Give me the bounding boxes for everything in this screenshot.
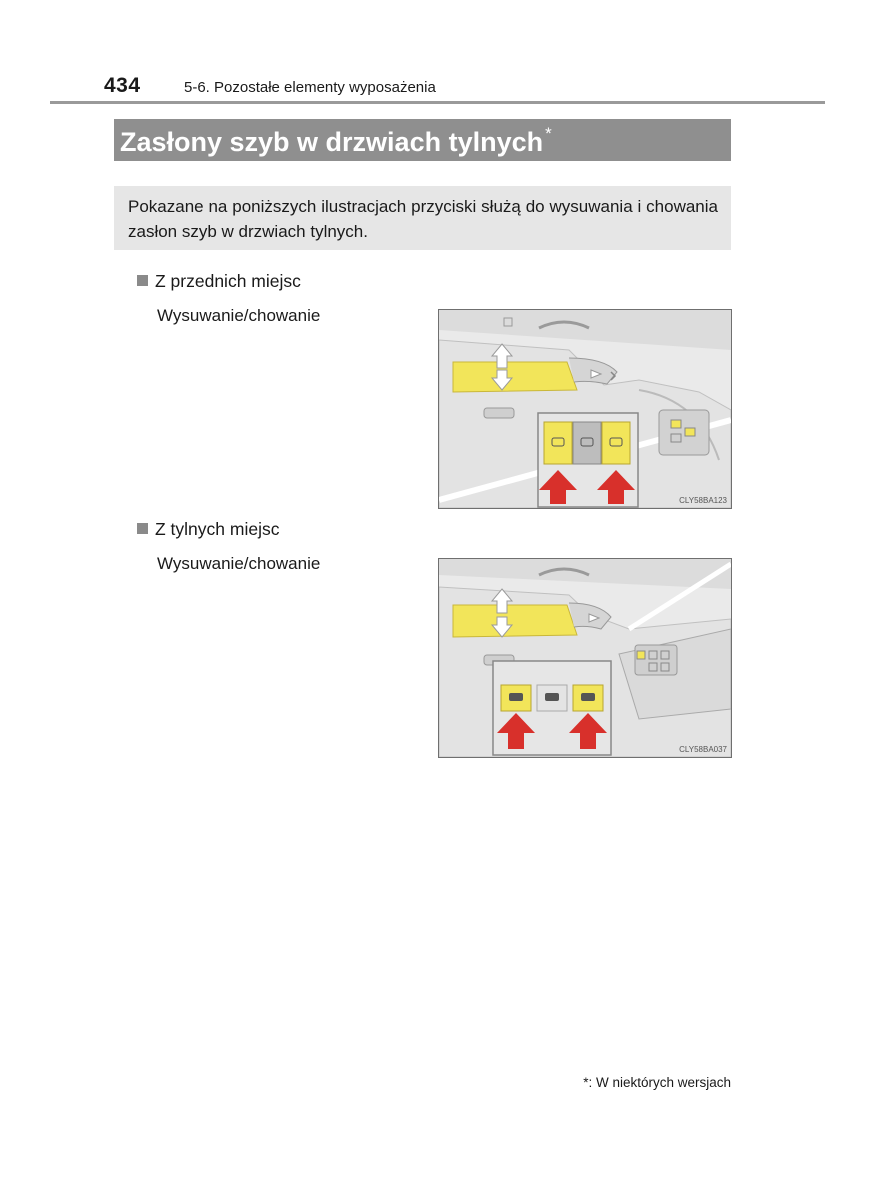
sub-heading-rear-text: Z tylnych miejsc bbox=[155, 519, 280, 539]
shade-button-middle bbox=[573, 422, 601, 464]
shade-button-right bbox=[602, 422, 630, 464]
page-title bbox=[120, 124, 552, 158]
sub-heading-front-text: Z przednich miejsc bbox=[155, 271, 301, 291]
rear-seats-illustration bbox=[439, 559, 731, 757]
shade-button-left bbox=[544, 422, 572, 464]
intro-box bbox=[114, 186, 731, 250]
section-label: 5-6. Pozostałe elementy wyposażenia bbox=[184, 79, 436, 96]
sub-heading-rear bbox=[137, 519, 279, 540]
footnote: *: W niektórych wersjach bbox=[583, 1075, 731, 1090]
header-rule bbox=[50, 101, 825, 104]
figure-rear-seats bbox=[438, 558, 732, 758]
caption-rear: Wysuwanie/chowanie bbox=[157, 554, 321, 573]
figure-front-seats bbox=[438, 309, 732, 509]
figure-code-front: CLY58BA123 bbox=[679, 496, 727, 505]
front-seats-illustration bbox=[439, 310, 731, 508]
bullet-square-icon bbox=[137, 523, 148, 534]
sub-heading-front bbox=[137, 271, 301, 292]
figure-code-rear: CLY58BA037 bbox=[679, 745, 727, 754]
page-number: 434 bbox=[104, 74, 141, 97]
intro-text: Pokazane na poniższych ilustracjach przyciski służą do wysuwania i chowania zasłon szyb w drzwiach tylnych. bbox=[128, 197, 718, 241]
caption-front: Wysuwanie/chowanie bbox=[157, 306, 321, 325]
title-bar bbox=[114, 119, 731, 161]
page-title-text: Zasłony szyb w drzwiach tylnych bbox=[120, 127, 544, 157]
bullet-square-icon bbox=[137, 275, 148, 286]
title-footnote-marker: * bbox=[545, 124, 552, 143]
